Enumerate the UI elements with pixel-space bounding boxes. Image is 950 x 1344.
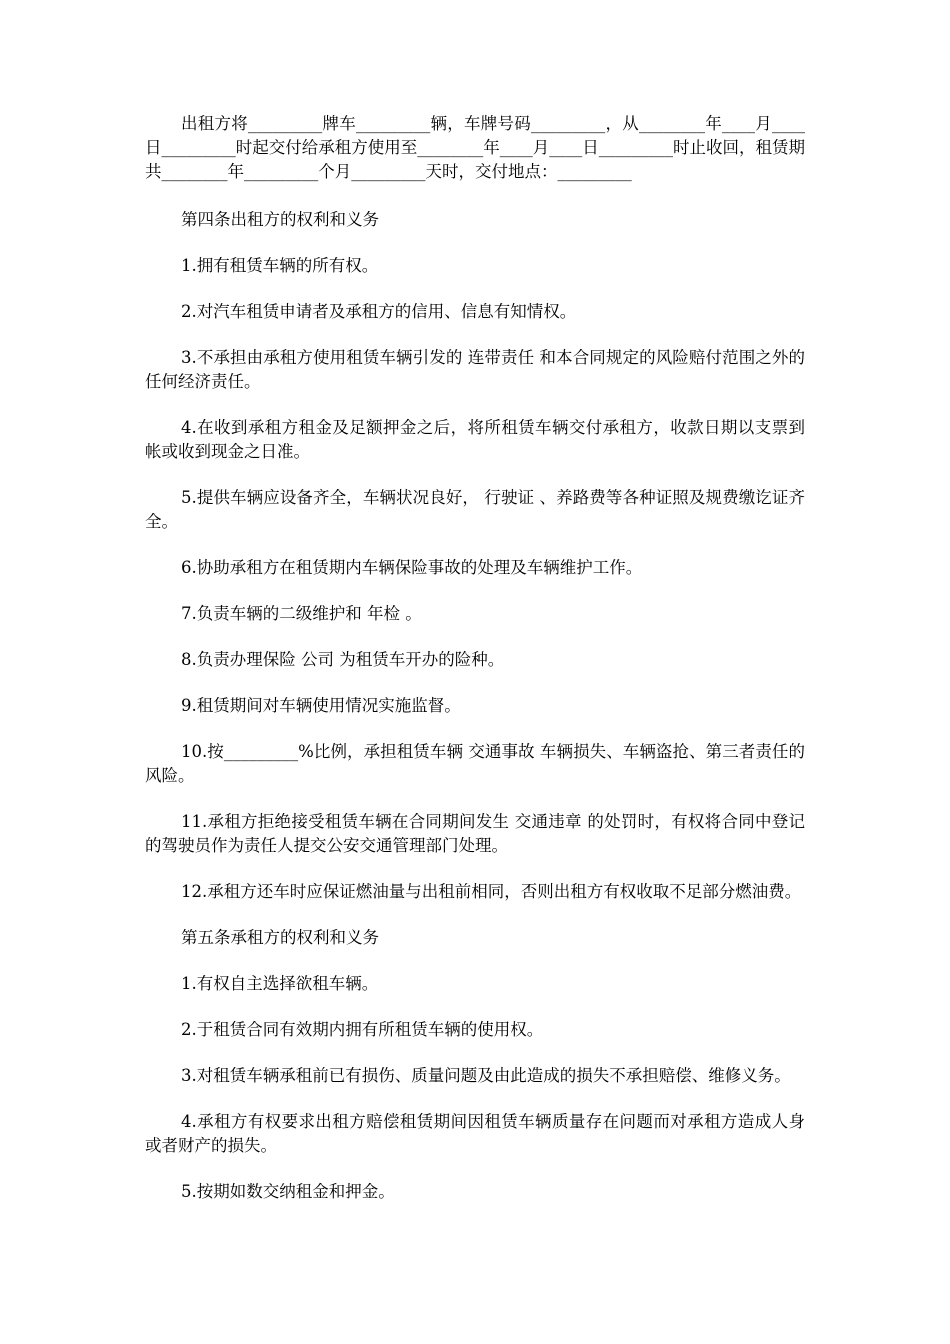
clause-5-2: 2.于租赁合同有效期内拥有所租赁车辆的使用权。 xyxy=(181,1020,544,1039)
clause-4-10: 10.按_________%比例，承担租赁车辆 交通事故 车辆损失、车辆盗抢、第三者责任的风险。 xyxy=(145,742,805,785)
clause-4-1: 1.拥有租赁车辆的所有权。 xyxy=(181,256,379,275)
clause-4-9: 9.租赁期间对车辆使用情况实施监督。 xyxy=(181,696,461,715)
clause-4-3: 3.不承担由承租方使用租赁车辆引发的 连带责任 和本合同规定的风险赔付范围之外的任何经济责任。 xyxy=(145,348,805,391)
clause-5-4: 4.承租方有权要求出租方赔偿租赁期间因租赁车辆质量存在问题而对承租方造成人身或者财产的损失。 xyxy=(145,1112,805,1155)
clause-4-11: 11.承租方拒绝接受租赁车辆在合同期间发生 交通违章 的处罚时，有权将合同中登记的驾驶员作为责任人提交公安交通管理部门处理。 xyxy=(145,812,805,855)
clause-4-2: 2.对汽车租赁申请者及承租方的信用、信息有知情权。 xyxy=(181,302,577,321)
section-heading-article-4: 第四条出租方的权利和义务 xyxy=(181,210,379,229)
clause-4-5: 5.提供车辆应设备齐全，车辆状况良好， 行驶证 、养路费等各种证照及规费缴讫证齐全。 xyxy=(145,488,805,531)
document-page xyxy=(145,112,805,1226)
paragraph-rental-terms: 出租方将_________牌车_________辆，车牌号码_________，从________年____月____日_________时起交付给承租方使用至________年____月____日_________时止收回，租赁期共________年_________个月_________天时，交付地点：_________ xyxy=(145,114,805,181)
clause-4-7: 7.负责车辆的二级维护和 年检 。 xyxy=(181,604,422,623)
clause-4-8: 8.负责办理保险 公司 为租赁车开办的险种。 xyxy=(181,650,505,669)
clause-5-1: 1.有权自主选择欲租车辆。 xyxy=(181,974,379,993)
clause-4-6: 6.协助承租方在租赁期内车辆保险事故的处理及车辆维护工作。 xyxy=(181,558,643,577)
clause-5-3: 3.对租赁车辆承租前已有损伤、质量问题及由此造成的损失不承担赔偿、维修义务。 xyxy=(181,1066,791,1085)
clause-5-5: 5.按期如数交纳租金和押金。 xyxy=(181,1182,395,1201)
section-heading-article-5: 第五条承租方的权利和义务 xyxy=(181,928,379,947)
clause-4-4: 4.在收到承租方租金及足额押金之后，将所租赁车辆交付承租方，收款日期以支票到帐或收到现金之日准。 xyxy=(145,418,805,461)
clause-4-12: 12.承租方还车时应保证燃油量与出租前相同，否则出租方有权收取不足部分燃油费。 xyxy=(181,882,802,901)
